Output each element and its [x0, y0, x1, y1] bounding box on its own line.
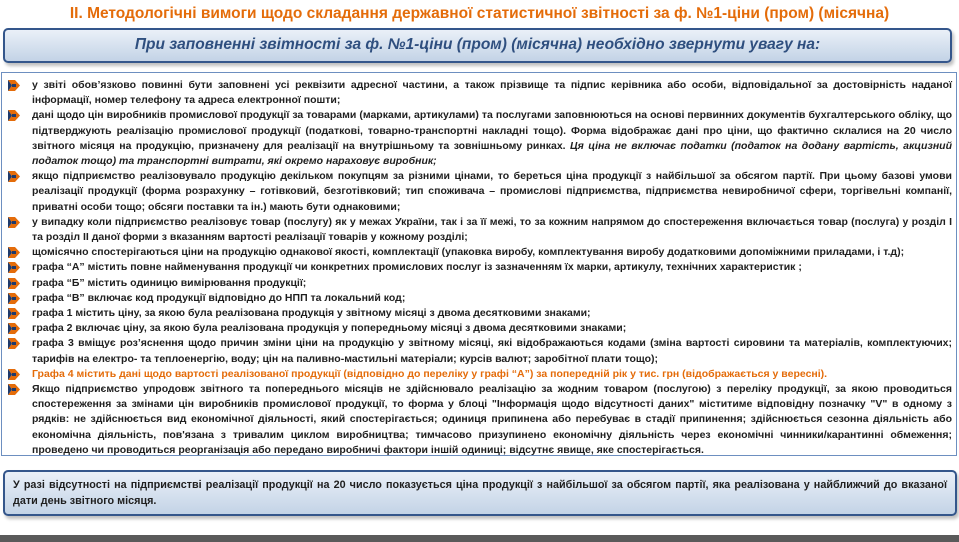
list-item-text: щомісячно спостерігаються ціни на продукцію однакової якості, комплектації (упаковка виробу, комплектування виробу додатковими допоміжними приладами, і т.д); [32, 246, 905, 259]
list-item-text: графа “А” містить повне найменування продукції чи конкретних промислових послуг із зазначенням їх марки, артикулу, технічних характеристик ; [32, 261, 802, 274]
list-item-text: у випадку коли підприємство реалізовує товар (послугу) як у межах України, так і за її межі, то за кожним напрямом до спостереження включається товар (послуга) у розділ І та розділ ІІ даної форми з вказанням вартості реалізації товарів у кожному розділі; [32, 215, 952, 244]
list-item-text: графа “В” включає код продукції відповідно до НПП та локальний код; [32, 291, 406, 304]
list-item [2, 260, 956, 275]
list-item-italic-text: Ця ціна не включає податки (податок на додану вартість, акцизний податок тощо) та транспортні витрати, які окремо нараховує виробник; [32, 139, 952, 168]
page-title: ІІ. Методологічні вимоги щодо складання державної статистичної звітності за ф. №1-ціни (пром) (місячна) [69, 5, 890, 22]
arrow-bullet-icon [8, 80, 20, 91]
list-item-text: дані щодо цін виробників промислової продукції за товарами (марками, артикулами) та послугами заповнюються на основі первинних документів бухгалтерського обліку, що підтверджують реалізацію промислової продукції (податкові, товарно-транспортні накладні тощо). Форма відображає дані про ціни, що фактично склалися на 20 число звітного місяця на продукцію, призначену для реалізації на внутрішньому та зовнішньому ринках. [32, 109, 952, 152]
requirements-list [1, 72, 957, 456]
arrow-bullet-icon [8, 338, 20, 349]
list-item-text: графа “Б” містить одиницю вимірювання продукції; [32, 276, 307, 289]
note-text: У разі відсутності на підприємстві реалізації продукції на 20 число показується ціна продукції з найбільшої за обсягом партії, яка реалізована у найближчий до вказаної дати день звітного місяця. [13, 479, 947, 507]
arrow-bullet-icon [8, 369, 20, 380]
list-item [2, 321, 956, 336]
arrow-bullet-icon [8, 278, 20, 289]
list-item [2, 108, 956, 169]
list-item [2, 367, 956, 382]
list-item [2, 78, 956, 108]
list-item-text: графа 3 вміщує роз’яснення щодо причин зміни ціни на продукцію у звітному місяці, які відображаються кодами (зміна вартості сировини та матеріалів, комплектуючих; тарифів на електро- та теплоенергію, воду; цін на паливно-мастильні матеріали; курсів валют; заробітної плати тощо); [32, 337, 952, 365]
list-item [2, 306, 956, 321]
list-item [2, 336, 956, 366]
list-item [2, 382, 956, 456]
subtitle-banner [3, 28, 952, 63]
arrow-bullet-icon [8, 384, 20, 395]
list-item [2, 245, 956, 260]
list-item-text: Якщо підприємство упродовж звітного та попереднього місяців не здійснювало реалізацію за жодним товаром (послугою) з переліку продукції, за якою проводиться спостереження за змінами цін виробників промислової продукції, то форма у блоці "Інформація щодо відсутності даних" міститиме відповідну позначку "V" в одному з рядків: не здійснюється вид економічної діяльності, який спостерігається; одиниця припинена або перебуває в стадії припинення; здійснюється сезонна діяльність або економічна діяльність, пов'язана з тривалим циклом виробництва; тимчасово призупинено економічну діяльність через економічні чинники/карантинні обмеження; проведено чи проводиться реорганізація або передано виробничі фактори іншій одиниці; відсутнє явище, яке спостерігається. [32, 383, 952, 456]
list-item-text: у звіті обов’язково повинні бути заповнені усі реквізити адресної частини, а також прізвище та підпис керівника або особи, відповідальної за достовірність наданої інформації, номер телефону та адреса електронної пошти; [32, 79, 952, 107]
list-item-text: графа 1 містить ціну, за якою була реалізована продукція у звітному місяці з двома десятковими знаками; [32, 307, 591, 320]
note-box [3, 470, 957, 516]
list-item [2, 276, 956, 291]
arrow-bullet-icon [8, 293, 20, 304]
list-item-text: Графа 4 містить дані щодо вартості реалізованої продукції (відповідно до переліку у графі “А”) за попередній рік у тис. грн (відображається у вересні). [32, 367, 828, 380]
subtitle-text: При заповненні звітності за ф. №1-ціни (пром) (місячна) необхідно звернути увагу на: [134, 36, 821, 53]
arrow-bullet-icon [8, 171, 20, 182]
arrow-bullet-icon [8, 323, 20, 334]
list-item [2, 291, 956, 306]
arrow-bullet-icon [8, 262, 20, 273]
list-item [2, 169, 956, 215]
list-item-text: графа 2 включає ціну, за якою була реалізована продукція у попередньому місяці з двома десятковими знаками; [32, 322, 627, 335]
footer-bar [0, 535, 959, 542]
arrow-bullet-icon [8, 247, 20, 258]
arrow-bullet-icon [8, 110, 20, 121]
arrow-bullet-icon [8, 308, 20, 319]
list-item-text: якщо підприємство реалізовувало продукцію декільком покупцям за різними цінами, то береться ціна продукції з найбільшої за обсягом партії. При цьому базові умови реалізації продукції (форма розрахунку – готівковий, безготівковий; тип споживача – промислові підприємства, підприємства невиробничої сфери, торгівельні компанії, приватні особи тощо; обсяги поставки та ін.) мають бути однаковими; [32, 170, 952, 213]
list-item [2, 215, 956, 245]
arrow-bullet-icon [8, 217, 20, 228]
